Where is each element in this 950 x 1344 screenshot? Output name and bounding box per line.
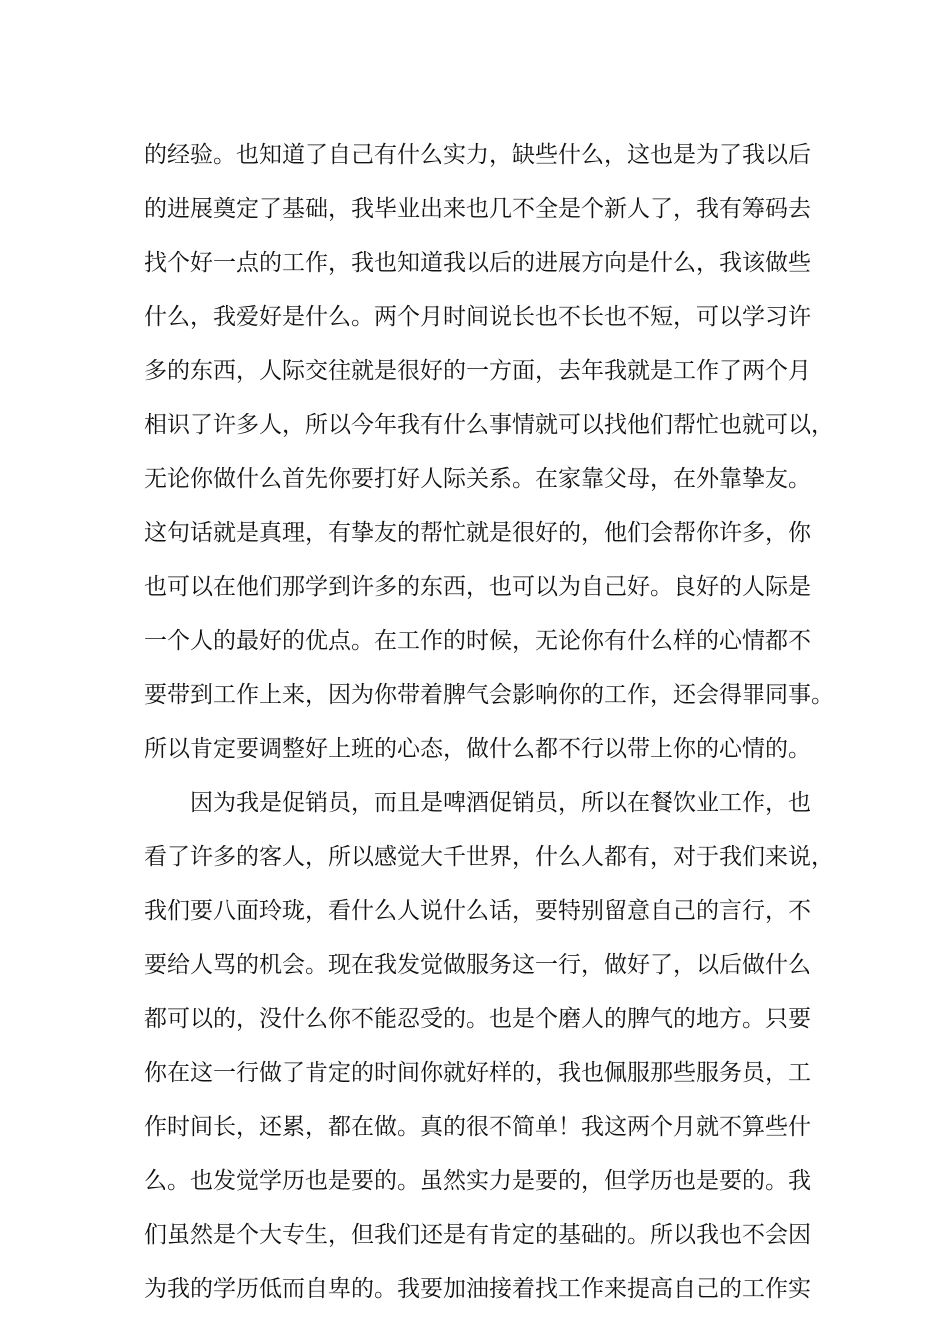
paragraph-start-line: 因为我是促销员，而且是啤酒促销员，所以在餐饮业工作，也: [190, 790, 811, 816]
text-line: 为我的学历低而自卑的。我要加油接着找工作来提高自己的工作实: [144, 1276, 811, 1302]
text-line: 你在这一行做了肯定的时间你就好样的，我也佩服那些服务员，工: [144, 1060, 811, 1086]
text-line: 一个人的最好的优点。在工作的时候，无论你有什么样的心情都不: [144, 628, 811, 654]
text-line: 的进展奠定了基础，我毕业出来也几不全是个新人了，我有筹码去: [144, 196, 811, 222]
text-line: 相识了许多人，所以今年我有什么事情就可以找他们帮忙也就可以，: [144, 412, 834, 438]
text-line: 么。也发觉学历也是要的。虽然实力是要的，但学历也是要的。我: [144, 1168, 811, 1194]
text-line: 找个好一点的工作，我也知道我以后的进展方向是什么，我该做些: [144, 250, 811, 276]
text-line: 们虽然是个大专生，但我们还是有肯定的基础的。所以我也不会因: [144, 1222, 811, 1248]
text-line: 的经验。也知道了自己有什么实力，缺些什么，这也是为了我以后: [144, 142, 811, 168]
text-line: 什么，我爱好是什么。两个月时间说长也不长也不短，可以学习许: [144, 304, 811, 330]
text-line: 多的东西，人际交往就是很好的一方面，去年我就是工作了两个月: [144, 358, 811, 384]
text-line: 这句话就是真理，有挚友的帮忙就是很好的，他们会帮你许多，你: [144, 520, 811, 546]
text-line: 都可以的，没什么你不能忍受的。也是个磨人的脾气的地方。只要: [144, 1006, 811, 1032]
text-line: 看了许多的客人，所以感觉大千世界，什么人都有，对于我们来说，: [144, 844, 834, 870]
text-line: 所以肯定要调整好上班的心态，做什么都不行以带上你的心情的。: [144, 736, 811, 762]
text-line: 我们要八面玲珑，看什么人说什么话，要特别留意自己的言行，不: [144, 898, 811, 924]
text-line: 要给人骂的机会。现在我发觉做服务这一行，做好了，以后做什么: [144, 952, 811, 978]
text-line: 无论你做什么首先你要打好人际关系。在家靠父母，在外靠挚友。: [144, 466, 811, 492]
body-text: [144, 128, 834, 1316]
text-line: 作时间长，还累，都在做。真的很不简单！我这两个月就不算些什: [144, 1114, 811, 1140]
text-line: 要带到工作上来，因为你带着脾气会影响你的工作，还会得罪同事。: [144, 682, 834, 708]
text-line: 也可以在他们那学到许多的东西，也可以为自己好。良好的人际是: [144, 574, 811, 600]
